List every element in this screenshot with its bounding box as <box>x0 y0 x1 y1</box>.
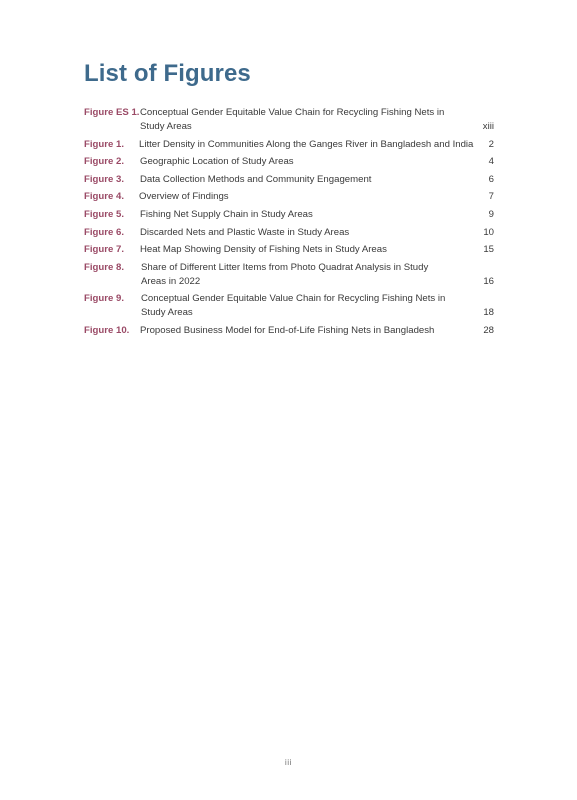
figure-page-number: 10 <box>483 226 494 238</box>
figure-entry[interactable] <box>84 243 494 257</box>
figure-entry[interactable] <box>84 190 494 204</box>
figure-label: Figure 1. <box>84 138 124 150</box>
figure-page-number: 7 <box>488 191 494 203</box>
figure-label: Figure 10. <box>84 324 130 336</box>
figure-title: Fishing Net Supply Chain in Study Areas <box>140 208 313 220</box>
figure-entry[interactable] <box>84 261 494 289</box>
figure-entry[interactable] <box>84 208 494 222</box>
page-title: List of Figures <box>84 60 251 87</box>
figure-label: Figure ES 1. <box>84 107 140 118</box>
figure-entry[interactable] <box>84 155 494 169</box>
figure-title: Conceptual Gender Equitable Value Chain for Recycling Fishing Nets in Study Areas <box>140 107 445 132</box>
figure-label: Figure 6. <box>84 226 124 238</box>
figure-list <box>84 106 494 342</box>
figure-label: Figure 9. <box>84 293 124 305</box>
figure-title: Discarded Nets and Plastic Waste in Study Areas <box>140 226 350 238</box>
figure-page-number: 6 <box>488 173 494 185</box>
figure-label: Figure 2. <box>84 156 124 168</box>
figure-label: Figure 8. <box>84 261 124 273</box>
figure-entry[interactable] <box>84 292 494 320</box>
figure-label: Figure 5. <box>84 208 124 220</box>
figure-title: Proposed Business Model for End-of-Life Fishing Nets in Bangladesh <box>140 324 435 336</box>
figure-title: Share of Different Litter Items from Photo Quadrat Analysis in Study Areas in 2022 <box>141 261 429 287</box>
figure-page-number: 15 <box>483 244 494 256</box>
figure-title: Litter Density in Communities Along the Ganges River in Bangladesh and India <box>139 138 474 150</box>
figure-entry[interactable] <box>84 324 494 338</box>
figure-entry[interactable] <box>84 106 494 134</box>
figure-title: Conceptual Gender Equitable Value Chain for Recycling Fishing Nets in Study Areas <box>141 293 446 319</box>
figure-title: Overview of Findings <box>139 191 229 203</box>
figure-entry[interactable] <box>84 138 494 152</box>
figure-title: Geographic Location of Study Areas <box>140 156 294 168</box>
figure-page-number: 2 <box>488 138 494 150</box>
page-number: iii <box>284 757 293 767</box>
figure-title: Heat Map Showing Density of Fishing Nets in Study Areas <box>140 244 387 256</box>
figure-title: Data Collection Methods and Community Engagement <box>140 173 372 185</box>
figure-entry[interactable] <box>84 226 494 240</box>
figure-label: Figure 7. <box>84 244 124 256</box>
figure-label: Figure 4. <box>84 191 124 203</box>
figure-page-number: 4 <box>488 156 494 168</box>
figure-page-number: 16 <box>483 275 494 287</box>
figure-label: Figure 3. <box>84 173 124 185</box>
figure-page-number: 18 <box>483 307 494 319</box>
figure-page-number: xiii <box>482 121 494 132</box>
figure-entry[interactable] <box>84 173 494 187</box>
figure-page-number: 28 <box>483 324 494 336</box>
figure-page-number: 9 <box>488 208 494 220</box>
